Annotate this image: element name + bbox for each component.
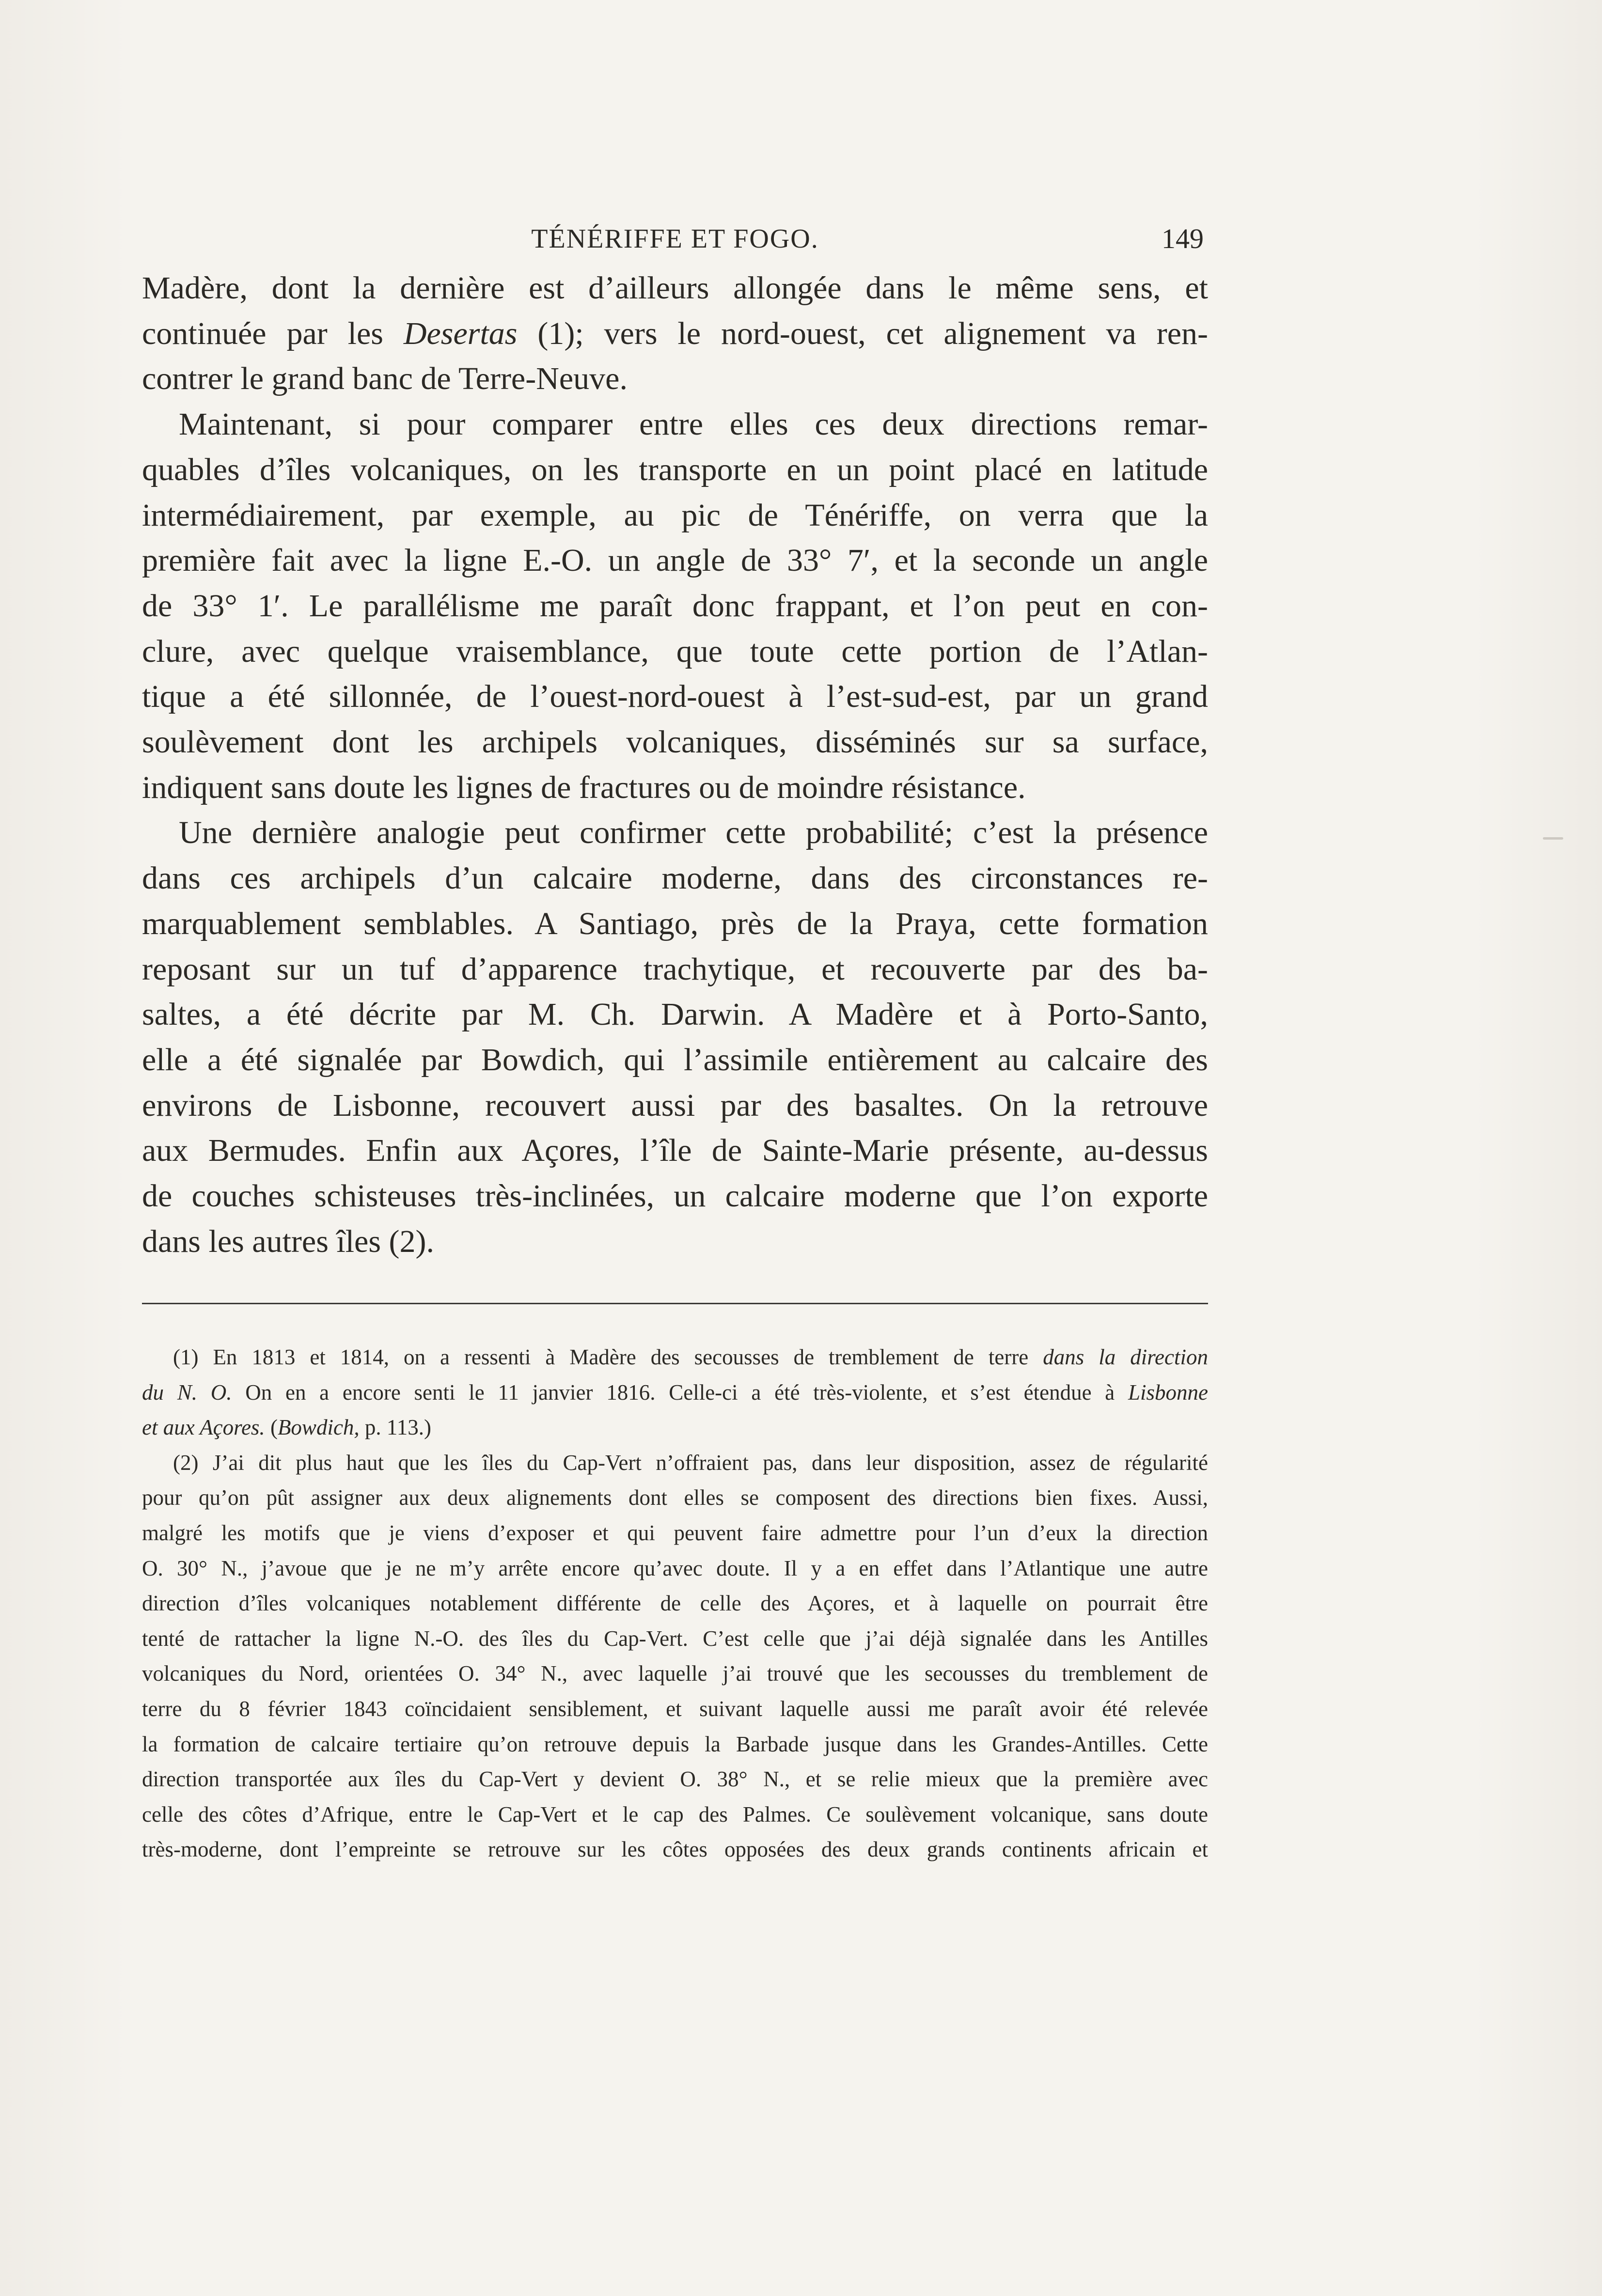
footnote-line <box>142 1621 1208 1656</box>
text: soulèvement dont les archipels volcaniques, disséminés sur sa surface, <box>142 724 1208 760</box>
italic-text: et aux Açores. <box>142 1415 265 1440</box>
body-line <box>142 266 1208 311</box>
text: p. 113.) <box>359 1415 431 1440</box>
text: celle des côtes d’Afrique, entre le Cap-Vert et le cap des Palmes. Ce soulèvement volcanique, sans doute <box>142 1802 1208 1827</box>
body-line <box>142 674 1208 719</box>
footnote-line <box>142 1551 1208 1586</box>
body-line <box>142 538 1208 583</box>
body-line <box>142 810 1208 856</box>
page-header <box>142 222 1208 256</box>
footnotes <box>142 1340 1208 1867</box>
text: tenté de rattacher la ligne N.-O. des îles du Cap-Vert. C’est celle que j’ai déjà signalée dans les Antilles <box>142 1626 1208 1651</box>
footnote <box>142 1445 1208 1867</box>
text: pour qu’on pût assigner aux deux alignements dont elles se composent des directions bien fixes. Aussi, <box>142 1485 1208 1510</box>
footnote-line <box>142 1375 1208 1410</box>
text: On en a encore senti le 11 janvier 1816. Celle-ci a été très-violente, et s’est étendue à <box>232 1380 1128 1405</box>
body-line <box>142 947 1208 992</box>
body-line <box>142 719 1208 765</box>
body-line <box>142 1219 1208 1265</box>
text: continuée par les <box>142 315 404 351</box>
body-line <box>142 356 1208 402</box>
body-text <box>142 266 1208 1264</box>
body-line <box>142 447 1208 493</box>
footnote-line <box>142 1797 1208 1832</box>
footnote-line <box>142 1656 1208 1691</box>
paragraph <box>142 402 1208 810</box>
text: très-moderne, dont l’empreinte se retrouve sur les côtes opposées des deux grands continents africain et <box>142 1837 1208 1862</box>
paragraph <box>142 266 1208 402</box>
body-line <box>142 493 1208 538</box>
footnote-line <box>142 1832 1208 1867</box>
text: tique a été sillonnée, de l’ouest-nord-ouest à l’est-sud-est, par un grand <box>142 679 1208 715</box>
italic-text: dans la direction <box>1043 1345 1208 1369</box>
text: marquablement semblables. A Santiago, près de la Praya, cette formation <box>142 906 1208 941</box>
text: direction d’îles volcaniques notablement différente de celle des Açores, et à laquelle on pourrait être <box>142 1591 1208 1616</box>
footnote-line <box>142 1727 1208 1762</box>
paragraph <box>142 810 1208 1264</box>
body-line <box>142 311 1208 357</box>
text: aux Bermudes. Enfin aux Açores, l’île de Sainte-Marie présente, au-dessus <box>142 1133 1208 1169</box>
running-head: TÉNÉRIFFE ET FOGO. <box>531 224 819 254</box>
text: (1); vers le nord-ouest, cet alignement va ren- <box>517 315 1208 351</box>
footnote-line <box>142 1340 1208 1375</box>
text: (1) En 1813 et 1814, on a ressenti à Madère des secousses de tremblement de terre <box>173 1345 1043 1369</box>
footnote-line <box>142 1410 1208 1445</box>
footnote-line <box>142 1762 1208 1797</box>
text: première fait avec la ligne E.-O. un angle de 33° 7′, et la seconde un angle <box>142 543 1208 578</box>
text: la formation de calcaire tertiaire qu’on retrouve depuis la Barbade jusque dans les Grandes-Antilles. Cette <box>142 1732 1208 1756</box>
italic-text: Lisbonne <box>1128 1380 1209 1405</box>
text: Maintenant, si pour comparer entre elles ces deux directions remar- <box>179 406 1208 442</box>
body-line <box>142 856 1208 901</box>
text: de 33° 1′. Le parallélisme me paraît donc frappant, et l’on peut en con- <box>142 588 1208 624</box>
text: saltes, a été décrite par M. Ch. Darwin. A Madère et à Porto-Santo, <box>142 997 1208 1032</box>
text: quables d’îles volcaniques, on les transporte en un point placé en latitude <box>142 452 1208 487</box>
body-line <box>142 992 1208 1037</box>
text: de couches schisteuses très-inclinées, un calcaire moderne que l’on exporte <box>142 1178 1208 1214</box>
italic-text: du N. O. <box>142 1380 232 1405</box>
footnote-line <box>142 1691 1208 1727</box>
scan-speck <box>1543 837 1563 840</box>
text: contrer le grand banc de Terre-Neuve. <box>142 361 628 397</box>
text: dans les autres îles (2). <box>142 1223 434 1259</box>
text: malgré les motifs que je viens d’exposer et qui peuvent faire admettre pour l’un d’eux la direction <box>142 1520 1208 1545</box>
text: (2) J’ai dit plus haut que les îles du Cap-Vert n’offraient pas, dans leur disposition, assez de régularité <box>173 1450 1208 1475</box>
text: intermédiairement, par exemple, au pic de Ténériffe, on verra que la <box>142 497 1208 533</box>
text: O. 30° N., j’avoue que je ne m’y arrête encore qu’avec doute. Il y a en effet dans l’Atlantique une autre <box>142 1556 1208 1580</box>
text: direction transportée aux îles du Cap-Vert y devient O. 38° N., et se relie mieux que la première avec <box>142 1767 1208 1792</box>
body-line <box>142 1128 1208 1173</box>
footnote-line <box>142 1445 1208 1481</box>
body-line <box>142 629 1208 674</box>
italic-text: Desertas <box>403 315 518 351</box>
text: Madère, dont la dernière est d’ailleurs allongée dans le même sens, et <box>142 270 1208 306</box>
footnote <box>142 1340 1208 1445</box>
footnote-line <box>142 1480 1208 1515</box>
text: Une dernière analogie peut confirmer cette probabilité; c’est la présence <box>179 815 1208 851</box>
body-line <box>142 765 1208 811</box>
body-line <box>142 583 1208 629</box>
text: environs de Lisbonne, recouvert aussi par des basaltes. On la retrouve <box>142 1087 1208 1123</box>
footnote-rule <box>142 1303 1208 1304</box>
text: dans ces archipels d’un calcaire moderne, dans des circonstances re- <box>142 860 1208 896</box>
text: terre du 8 février 1843 coïncidaient sensiblement, et suivant laquelle aussi me paraît avoir été relevée <box>142 1696 1208 1721</box>
text: clure, avec quelque vraisemblance, que toute cette portion de l’Atlan- <box>142 633 1208 669</box>
body-line <box>142 1173 1208 1219</box>
body-line <box>142 1083 1208 1128</box>
text: ( <box>265 1415 278 1440</box>
body-line <box>142 1037 1208 1083</box>
body-line <box>142 901 1208 947</box>
body-line <box>142 402 1208 447</box>
text: reposant sur un tuf d’apparence trachytique, et recouverte par des ba- <box>142 951 1208 987</box>
footnote-line <box>142 1515 1208 1551</box>
footnote-line <box>142 1586 1208 1621</box>
text: indiquent sans doute les lignes de fractures ou de moindre résistance. <box>142 769 1026 805</box>
text: volcaniques du Nord, orientées O. 34° N., avec laquelle j’ai trouvé que les secousses du tremblement de <box>142 1661 1208 1686</box>
page-number: 149 <box>1162 223 1204 254</box>
text: elle a été signalée par Bowdich, qui l’assimile entièrement au calcaire des <box>142 1042 1208 1078</box>
italic-text: Bowdich, <box>277 1415 360 1440</box>
